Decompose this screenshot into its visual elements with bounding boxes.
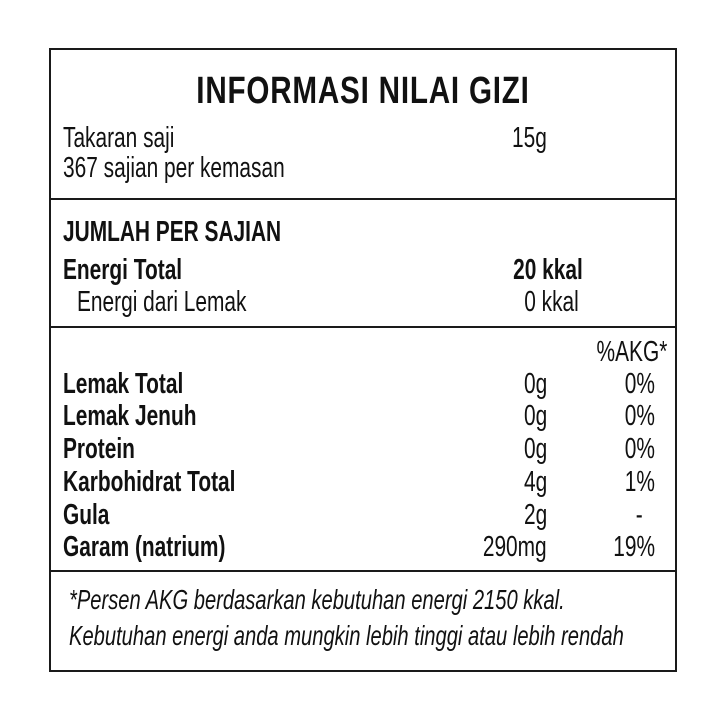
nutrient-name: Karbohidrat Total [63, 466, 236, 498]
servings-per-container: 367 sajian per kemasan [63, 152, 285, 184]
nutrient-name: Gula [63, 499, 110, 531]
serving-size-value: 15g [512, 122, 547, 154]
nutrient-name: Protein [63, 433, 135, 465]
nutrient-akg: 19% [613, 531, 655, 563]
nutrient-amount: 2g [523, 499, 547, 531]
energy-total-value: 20 kkal [513, 254, 583, 286]
nutrient-amount: 0g [523, 400, 547, 432]
section-divider [51, 326, 675, 328]
serving-size-label: Takaran saji [63, 122, 175, 154]
nutrient-amount: 4g [523, 466, 547, 498]
nutrient-amount: 0g [523, 368, 547, 400]
energy-from-fat-value: 0 kkal [524, 286, 579, 318]
panel-title: INFORMASI NILAI GIZI [196, 70, 530, 112]
nutrient-amount: 290mg [483, 531, 547, 563]
footnote-line-2: Kebutuhan energi anda mungkin lebih tinggi atau lebih rendah [69, 620, 624, 651]
section-divider [51, 570, 675, 572]
energy-from-fat-label: Energi dari Lemak [77, 286, 247, 318]
akg-column-header: %AKG* [596, 336, 667, 368]
nutrient-akg: - [636, 499, 643, 531]
nutrient-amount: 0g [523, 433, 547, 465]
energy-total-label: Energi Total [63, 254, 183, 286]
section-divider [51, 198, 675, 200]
nutrient-name: Lemak Jenuh [63, 400, 197, 432]
nutrition-facts-panel [49, 48, 677, 672]
per-serving-heading: JUMLAH PER SAJIAN [63, 216, 282, 248]
nutrient-akg: 0% [624, 433, 655, 465]
footnote-line-1: *Persen AKG berdasarkan kebutuhan energi 2150 kkal. [69, 584, 565, 615]
nutrient-akg: 1% [624, 466, 655, 498]
nutrient-name: Lemak Total [63, 368, 184, 400]
nutrient-name: Garam (natrium) [63, 531, 226, 563]
nutrient-akg: 0% [624, 400, 655, 432]
nutrient-akg: 0% [624, 368, 655, 400]
